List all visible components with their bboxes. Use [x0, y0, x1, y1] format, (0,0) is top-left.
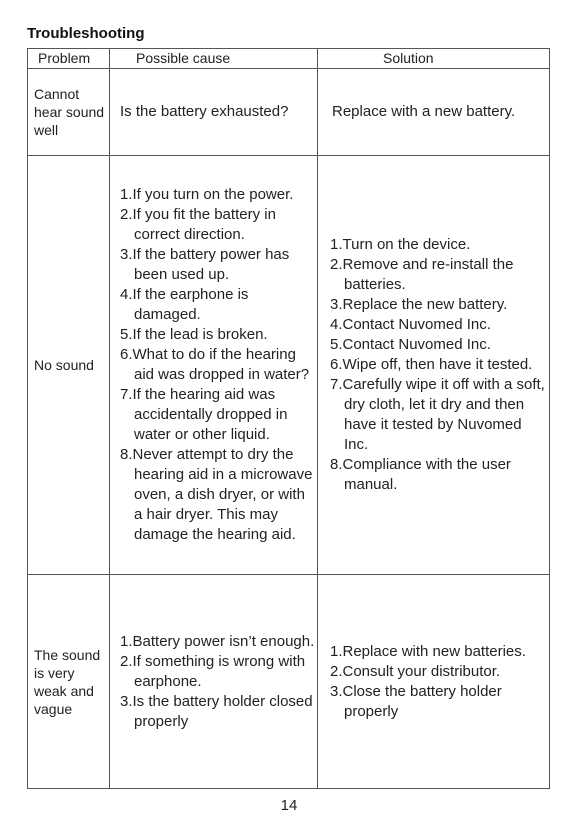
cause-list: [110, 632, 317, 732]
list-item: 4.Contact Nuvomed Inc.: [330, 316, 491, 333]
table-row: [28, 575, 550, 789]
header-problem: Problem: [28, 49, 110, 69]
list-item: 8.Compliance with the user manual.: [330, 456, 511, 493]
list-item: 4.If the earphone is damaged.: [120, 286, 249, 323]
list-item: 2.Remove and re-install the batteries.: [330, 256, 514, 293]
list-item: 5.Contact Nuvomed Inc.: [330, 336, 491, 353]
page-title: Troubleshooting: [27, 25, 145, 42]
problem-cell: Cannot hear sound well: [28, 69, 110, 156]
problem-cell: The sound is very weak and vague: [28, 575, 110, 789]
table-row: [28, 69, 550, 156]
list-item: 2.Consult your distributor.: [330, 662, 501, 680]
header-solution: Solution: [318, 49, 550, 69]
header-possible-cause: Possible cause: [110, 49, 318, 69]
cause-cell: [110, 156, 318, 575]
list-item: 7.Carefully wipe it off with a soft, dry cloth, let it dry and then have it tested by Nuvomed Inc.: [330, 376, 545, 453]
list-item: 1.If you turn on the power.: [120, 186, 294, 203]
list-item: 2.If something is wrong with earphone.: [120, 652, 306, 690]
list-item: 2.If you fit the battery in correct direction.: [120, 206, 276, 243]
list-item: 3.If the battery power has been used up.: [120, 246, 290, 283]
list-item: 6.What to do if the hearing aid was dropped in water?: [120, 346, 310, 383]
cause-list: [110, 185, 317, 545]
list-item: 3.Is the battery holder closed properly: [120, 692, 313, 730]
problem-cell: No sound: [28, 156, 110, 575]
table-header-row: [28, 49, 550, 69]
list-item: 5.If the lead is broken.: [120, 326, 268, 343]
cause-cell: [110, 575, 318, 789]
solution-list: [318, 235, 549, 495]
solution-cell: [318, 156, 550, 575]
list-item: 1.Battery power isn’t enough.: [120, 632, 315, 650]
troubleshooting-table: [27, 48, 550, 789]
list-item: 3.Replace the new battery.: [330, 296, 508, 313]
page-number: 14: [280, 797, 298, 814]
solution-list: [318, 642, 549, 722]
list-item: 3.Close the battery holder properly: [330, 682, 502, 720]
list-item: 1.Replace with new batteries.: [330, 642, 526, 660]
list-item: 7.If the hearing aid was accidentally dropped in water or other liquid.: [120, 386, 288, 443]
list-item: 6.Wipe off, then have it tested.: [330, 356, 533, 373]
solution-cell: [318, 575, 550, 789]
solution-cell: Replace with a new battery.: [318, 69, 550, 156]
cause-cell: Is the battery exhausted?: [110, 69, 318, 156]
table-row: [28, 156, 550, 575]
list-item: 1.Turn on the device.: [330, 236, 471, 253]
list-item: 8.Never attempt to dry the hearing aid in a microwave oven, a dish dryer, or with a hair dryer. This may damage the hearing aid.: [120, 446, 313, 543]
